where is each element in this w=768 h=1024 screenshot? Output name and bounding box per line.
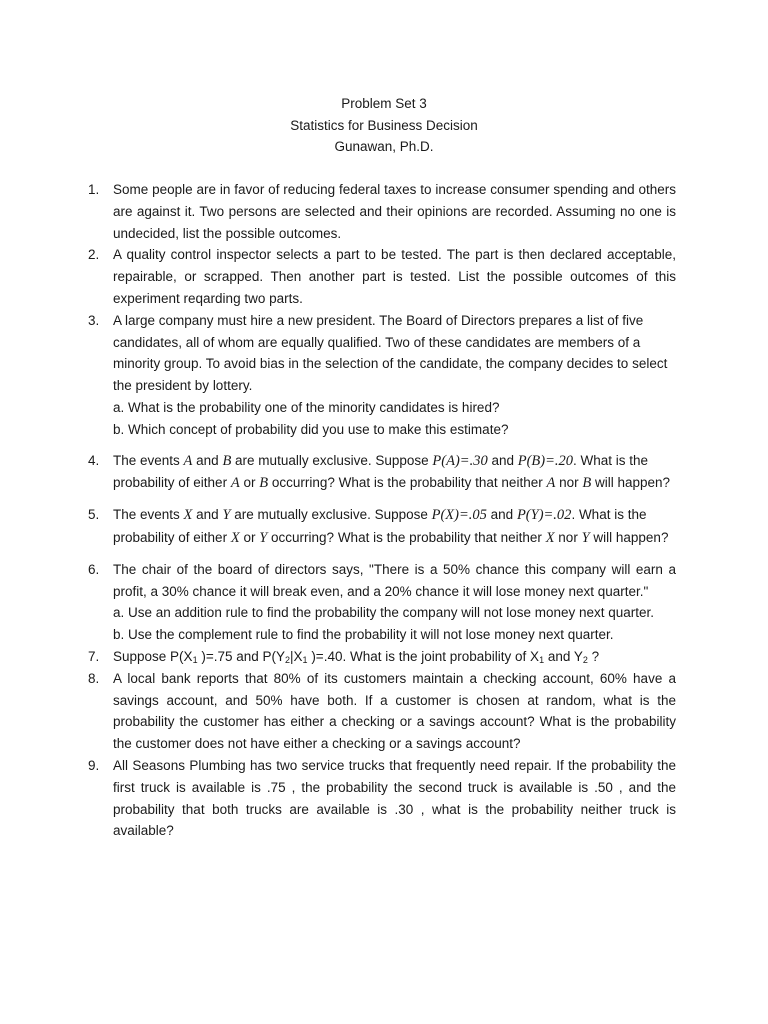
problem-text: The events X and Y are mutually exclusive. Suppose P(X)=.05 and P(Y)=.02. What is the probability of either X or Y occurring? What is the probability that neither X nor Y will happen?	[113, 507, 669, 546]
problem-number: 5.	[88, 507, 100, 523]
problem-number: 4.	[88, 452, 100, 468]
problem-text: Suppose $P(X_1$ )=.75 and $P(Y_2|X_1$ )=.40. What is the joint probability of $X_1$ and $Y_2$ ?	[113, 648, 600, 665]
event-y: Y	[222, 507, 231, 524]
event-b: B	[222, 452, 232, 469]
problem-part-a: a. What is the probability one of the minority candidates is hired?	[113, 399, 500, 415]
problem-text: A quality control inspector selects a part to be tested. The part is then declared acceptable, repairable, or scrapped. Then another part is tested. List the possible outcomes of this experiment reqarding two parts.	[113, 247, 676, 306]
problem-4	[88, 450, 676, 496]
problem-number: 9.	[88, 757, 100, 773]
problem-9	[88, 755, 676, 842]
probability-y: P(Y)=.02	[516, 507, 572, 524]
problem-5	[88, 504, 676, 550]
problem-part-b: b. Use the complement rule to find the probability it will not lose money next quarter.	[113, 627, 614, 643]
probability-x: P(X)=.05	[431, 507, 487, 524]
problem-part-b: b. Which concept of probability did you use to make this estimate?	[113, 421, 509, 437]
probability-b: P(B)=.20	[517, 452, 573, 469]
event-a: A	[183, 452, 193, 469]
problem-list	[88, 179, 676, 842]
problem-text: The chair of the board of directors says, "There is a 50% chance this company will earn a profit, a 30% chance it will break even, and a 20% chance it will lose money next quarter."	[113, 561, 676, 599]
problem-3	[88, 310, 676, 441]
event-x: X	[183, 507, 193, 524]
problem-text: A local bank reports that 80% of its customers maintain a checking account, 60% have a savings account, and 50% have both. If a customer is chosen at random, what is the probability the customer has either a checking or a savings account? What is the probability the customer does not have either a checking or a savings account?	[113, 670, 676, 752]
problem-text: The events A and B are mutually exclusive. Suppose P(A)=.30 and P(B)=.20. What is the probability of either A or B occurring? What is the probability that neither A nor B will happen?	[113, 452, 671, 492]
problem-8	[88, 668, 676, 755]
problem-text: Some people are in favor of reducing federal taxes to increase consumer spending and others are against it. Two persons are selected and their opinions are recorded. Assuming no one is undecided, list the possible outcomes.	[113, 182, 676, 241]
instructor-name: Gunawan, Ph.D.	[334, 139, 434, 154]
probability-a: P(A)=.30	[432, 452, 488, 469]
problem-number: 2.	[88, 247, 100, 263]
problem-text: All Seasons Plumbing has two service trucks that frequently need repair. If the probability the first truck is available is .75 , the probability the second truck is available is .50 , and the probability that both trucks are available is .30 , what is the probability neither truck is available?	[113, 757, 676, 839]
course-name: Statistics for Business Decision	[290, 117, 478, 133]
problem-text: A large company must hire a new president. The Board of Directors prepares a list of five candidates, all of whom are equally qualified. Two of these candidates are members of a minority group. To avoid bias in the selection of the candidate, the company decides to select the president by lottery.	[113, 312, 668, 394]
problem-number: 1.	[88, 182, 100, 197]
problem-7	[88, 646, 676, 668]
problem-2	[88, 244, 676, 309]
problem-part-a: a. Use an addition rule to find the probability the company will not lose money next quarter.	[113, 605, 655, 621]
problem-number: 8.	[88, 670, 100, 686]
problem-set-title: Problem Set 3	[341, 96, 427, 111]
problem-1	[88, 179, 676, 244]
problem-number: 6.	[88, 561, 100, 577]
problem-number: 7.	[88, 648, 100, 664]
problem-6	[88, 559, 676, 646]
problem-number: 3.	[88, 312, 100, 328]
document-header	[0, 93, 768, 158]
